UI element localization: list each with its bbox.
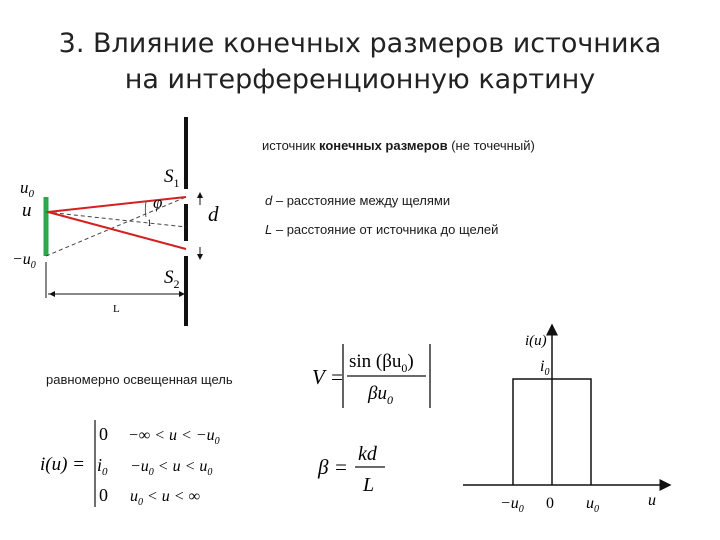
source-label-prefix: источник bbox=[262, 138, 320, 153]
label-u0: $u_0$ bbox=[20, 178, 34, 200]
label-u: u bbox=[22, 200, 32, 221]
label-L: L bbox=[113, 303, 120, 315]
formula-beta-lhs: β = bbox=[318, 455, 348, 479]
label-S1: $S_1$ bbox=[164, 166, 180, 190]
label-d: d bbox=[208, 202, 219, 226]
label-S2: $S_2$ bbox=[164, 267, 180, 291]
formula-beta bbox=[317, 443, 385, 496]
formula-i-row3-cond: $u_0 < u$ < ∞ bbox=[130, 488, 200, 508]
formula-i-row2-val: $i_0$ bbox=[97, 455, 108, 478]
graph-i0-label: $i_0$ bbox=[540, 358, 550, 378]
L-definition-symbol: L bbox=[265, 222, 273, 237]
formula-i-lhs: i(u) = bbox=[40, 454, 86, 475]
ray-to-s1 bbox=[48, 197, 186, 212]
dashed-ray-bottom bbox=[46, 197, 186, 256]
dashed-axis bbox=[46, 212, 186, 227]
L-definition-text: – расстояние от источника до щелей bbox=[272, 222, 499, 237]
angle-arc bbox=[145, 202, 146, 217]
ray-to-s2 bbox=[48, 212, 186, 249]
formula-beta-num: kd bbox=[358, 443, 377, 465]
label-one: 1 bbox=[147, 218, 152, 228]
graph-tick-u0: $u_0$ bbox=[586, 495, 599, 515]
title-line-2: на интерференционную картину bbox=[124, 64, 596, 95]
graph-ylabel: i(u) bbox=[525, 333, 547, 349]
source-label-suffix: (не точечный) bbox=[447, 138, 535, 153]
formula-V-num: $\sin (\beta u_0)$ bbox=[349, 351, 414, 375]
slit-caption: равномерно освещенная щель bbox=[46, 372, 233, 387]
graph-tick-zero: 0 bbox=[546, 495, 554, 512]
formula-V bbox=[312, 344, 430, 408]
optical-diagram bbox=[12, 117, 219, 326]
label-phi: φ bbox=[153, 193, 163, 212]
d-definition-text: – расстояние между щелями bbox=[272, 193, 451, 208]
label-neg-u0: $-u_0$ bbox=[12, 251, 36, 271]
formula-beta-den: L bbox=[363, 474, 375, 496]
d-definition-symbol: d bbox=[265, 193, 273, 208]
graph-tick-neg-u0: $-u_0$ bbox=[500, 495, 524, 515]
formula-i-row3-val: 0 bbox=[99, 485, 108, 505]
formula-i-row2-cond: $-u_0 < u < u_0$ bbox=[130, 458, 213, 478]
formula-i bbox=[40, 420, 220, 508]
intensity-graph bbox=[463, 325, 670, 515]
title-line-1: 3. Влияние конечных размеров источника bbox=[58, 28, 662, 59]
formula-V-den: $\beta u_0$ bbox=[368, 383, 393, 407]
source-label-bold: конечных размеров bbox=[319, 138, 448, 153]
formula-i-row1-cond: −∞ < $u < -u_0$ bbox=[128, 427, 220, 447]
formula-V-lhs: V = bbox=[312, 365, 344, 389]
formula-i-row1-val: 0 bbox=[99, 424, 108, 444]
graph-xlabel: u bbox=[648, 492, 656, 509]
